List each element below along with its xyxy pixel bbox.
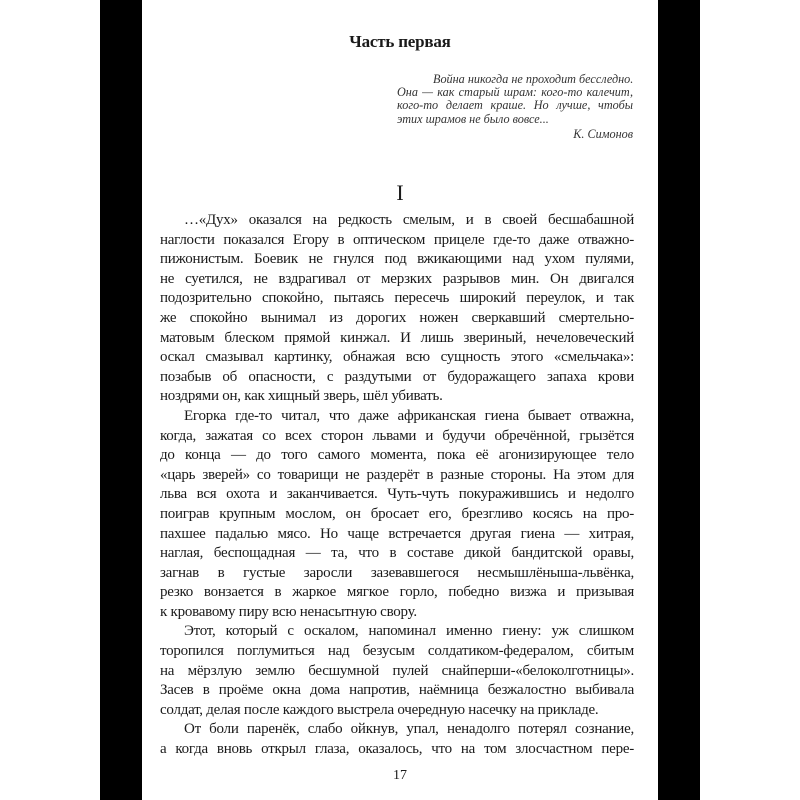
- text-line: …«Дух» оказался на редкость смелым, и в своей бесшабашной: [184, 212, 634, 228]
- text-line: льва вся охота и заканчивается. Чуть-чуть покуражившись и недолго: [160, 486, 634, 503]
- text-line: пижонистым. Боевик не гнулся под вжикающими над ухом пулями,: [160, 251, 634, 268]
- epigraph: [397, 73, 633, 141]
- epigraph-text: [397, 73, 633, 126]
- epigraph-line: Война никогда не проходит бесследно.: [433, 72, 634, 86]
- text-line: к кровавому пиру всю ненасытную свору.: [160, 603, 417, 620]
- text-line: не суетился, не вздрагивал от мерзких разрывов мин. Он двигался: [160, 270, 634, 287]
- paragraph: [160, 622, 634, 720]
- text-line: матовым блеском прямой кинжал. И лишь звериный, нечеловеческий: [160, 329, 634, 346]
- page-number: 17: [393, 768, 407, 783]
- text-line: пахшее падалью мясо. Но чаще встречается другая гиена — хитрая,: [160, 525, 634, 542]
- epigraph-line: кого-то делает краше. Но лучше, чтобы: [397, 98, 633, 113]
- text-line: резко вонзается в жаркое мягкое горло, победно визжа и призывая: [160, 584, 634, 601]
- text-line: наглости показался Егору в оптическом прицеле где-то даже отважно-: [160, 231, 634, 248]
- paragraph: [160, 407, 634, 623]
- text-line: Засев в проёме окна дома напротив, наёмница безжалостно выбивала: [160, 682, 634, 699]
- paragraph: [160, 720, 634, 759]
- part-title: Часть первая: [349, 32, 451, 51]
- epigraph-line: этих шрамов не было вовсе...: [397, 111, 549, 126]
- left-black-border: [100, 0, 142, 800]
- paragraph: [160, 211, 634, 407]
- text-line: ноздрями он, как хищный зверь, шёл убивать.: [160, 388, 443, 405]
- text-line: От боли паренёк, слабо ойкнув, упал, ненадолго потерял сознание,: [184, 721, 634, 738]
- text-line: загнав в густые заросли зазевавшегося несмышлёныша-львёнка,: [160, 564, 634, 581]
- text-line: когда, зажатая со всех сторон львами и будучи обречённой, грызётся: [160, 427, 634, 444]
- text-line: подозрительно спокойно, пытаясь пересечь широкий переулок, и так: [160, 290, 634, 307]
- epigraph-author: К. Симонов: [573, 126, 633, 141]
- text-line: торопился поглумиться над безусым солдатиком-федералом, сбитым: [160, 643, 634, 660]
- body-text: [160, 211, 634, 760]
- chapter-number: I: [396, 180, 404, 205]
- text-line: на мёрзлую землю бесшумной пулей снайперши-«белоколготницы».: [160, 662, 634, 679]
- text-line: же спокойно вынимал из дорогих ножен сверкавший смертельно-: [160, 309, 634, 326]
- text-line: поиграв крупным мослом, он бросает его, брезгливо косясь на про-: [160, 505, 634, 522]
- text-line: Этот, который с оскалом, напоминал именно гиену: уж слишком: [184, 623, 634, 640]
- epigraph-line: Она — как старый шрам: кого-то калечит,: [397, 85, 633, 100]
- text-line: оскал смазывал картинку, обнажая всю сущность этого «смельчака»:: [160, 349, 634, 366]
- text-line: «царь зверей» со товарищи не раздерёт в разные стороны. На этом для: [160, 466, 634, 483]
- text-line: солдат, делая после каждого выстрела очередную насечку на прикладе.: [160, 701, 599, 718]
- book-page: [142, 0, 658, 800]
- right-black-border: [658, 0, 700, 800]
- text-line: до конца — до того самого момента, пока её агонизирующее тело: [160, 447, 634, 464]
- text-line: наглая, беспощадная — та, что в составе дикой бандитской оравы,: [160, 545, 634, 562]
- text-line: Егорка где-то читал, что даже африканская гиена бывает отважна,: [184, 407, 634, 424]
- text-line: позабыв об опасности, с раздутыми от будоражащего запаха крови: [160, 368, 634, 385]
- text-line: а когда вновь открыл глаза, оказалось, что на том злосчастном пере-: [160, 741, 634, 758]
